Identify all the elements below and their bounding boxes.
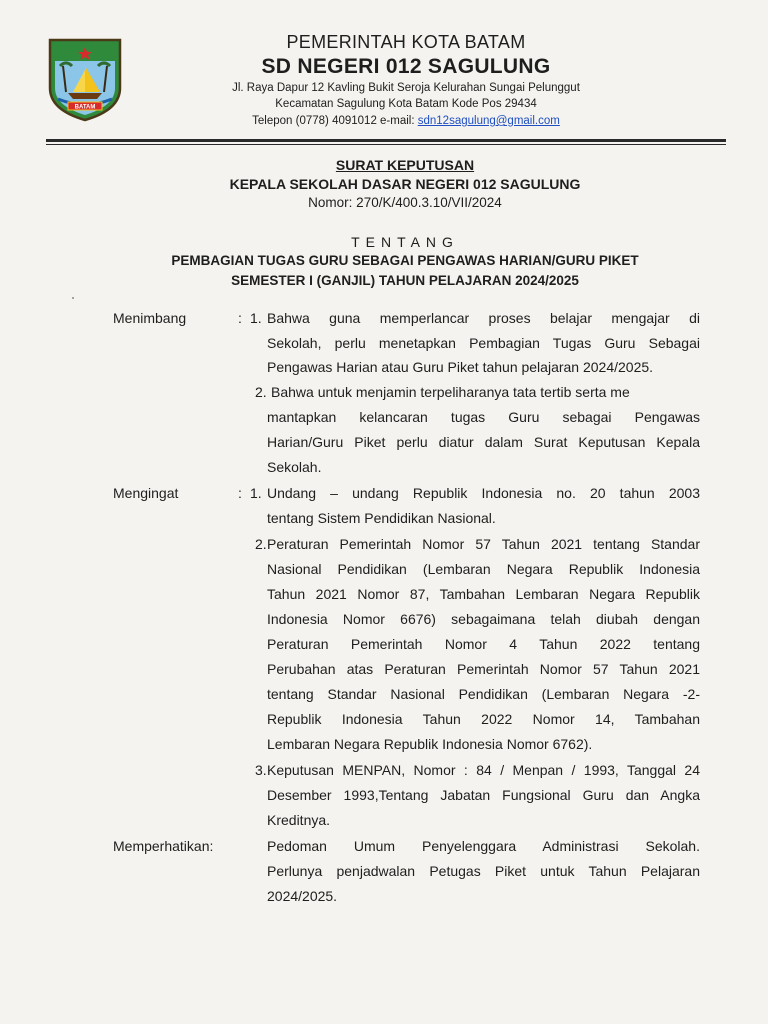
item-text-line: Kreditnya. (267, 812, 331, 828)
item-text-line: Peraturan Pemerintah Nomor 4 Tahun 2022 tentang (267, 636, 700, 652)
phone-text: Telepon (0778) 4091012 e-mail: (252, 115, 418, 127)
item-text-line: Nasional Pendidikan (Lembaran Negara Republik Indonesia (267, 561, 700, 577)
subject-line-2: SEMESTER I (GANJIL) TAHUN PELAJARAN 2024/2025 (231, 273, 579, 288)
item-number: 2. (255, 384, 267, 400)
batam-city-emblem (46, 36, 124, 122)
item-text-line: Pengawas Harian atau Guru Piket tahun pelajaran 2024/2025. (267, 359, 654, 375)
section-colon: : (238, 485, 242, 501)
item-text-line: Tahun 2021 Nomor 87, Tambahan Lembaran Negara Republik (267, 586, 700, 602)
about-heading: TENTANG (351, 234, 459, 250)
item-text-line: Harian/Guru Piket perlu diatur dalam Surat Keputusan Kepala (267, 434, 700, 450)
item-text-line: Indonesia Nomor 6676) sebagaimana telah diubah dengan (267, 611, 700, 627)
item-text-line: mantapkan kelancaran tugas Guru sebagai Pengawas (267, 409, 700, 425)
section-label-menimbang: Menimbang (113, 310, 187, 326)
letterhead-rule-thin (46, 144, 726, 145)
item-text-line: tentang Standar Nasional Pendidikan (Lembaran Negara -2- (267, 686, 700, 702)
email-link[interactable]: sdn12sagulung@gmail.com (417, 115, 560, 127)
document-type: SURAT KEPUTUSAN (335, 157, 475, 173)
letterhead-rule-thick (46, 139, 726, 142)
item-number: 1. (250, 485, 262, 501)
contact-line (170, 115, 642, 127)
item-text-line: Peraturan Pemerintah Nomor 57 Tahun 2021 tentang Standar (267, 536, 700, 552)
item-number: 3. (255, 762, 267, 778)
subject-line-1: PEMBAGIAN TUGAS GURU SEBAGAI PENGAWAS HARIAN/GURU PIKET (171, 253, 639, 268)
item-text-line: Perlunya penjadwalan Petugas Piket untuk Tahun Pelajaran (267, 863, 700, 879)
item-text-line: Lembaran Negara Republik Indonesia Nomor 6762). (267, 736, 593, 752)
item-text-line: Pedoman Umum Penyelenggara Administrasi Sekolah. (267, 838, 700, 854)
item-text-line: tentang Sistem Pendidikan Nasional. (267, 510, 496, 526)
item-number: 1. (250, 310, 262, 326)
document-number: Nomor: 270/K/400.3.10/VII/2024 (308, 195, 502, 210)
item-text-line: 2024/2025. (267, 888, 338, 904)
section-label-mengingat: Mengingat (113, 485, 179, 501)
address-line-2: Kecamatan Sagulung Kota Batam Kode Pos 29434 (275, 98, 537, 110)
item-text-line: Sekolah. (267, 459, 322, 475)
section-colon: : (238, 310, 242, 326)
item-text-line: Desember 1993,Tentang Jabatan Fungsional Guru dan Angka (267, 787, 700, 803)
item-text-line: Keputusan MENPAN, Nomor : 84 / Menpan / 1993, Tanggal 24 (267, 762, 700, 778)
item-number: 2. (255, 536, 267, 552)
scan-speck (72, 297, 74, 299)
emblem-label: BATAM (74, 104, 96, 111)
government-name: PEMERINTAH KOTA BATAM (286, 32, 526, 52)
school-name: SD NEGERI 012 SAGULUNG (261, 55, 551, 78)
item-text-line: Bahwa guna memperlancar proses belajar mengajar di (267, 310, 700, 326)
issuer: KEPALA SEKOLAH DASAR NEGERI 012 SAGULUNG (229, 176, 581, 192)
section-label-memperhatikan: Memperhatikan: (113, 838, 214, 854)
address-line-1: Jl. Raya Dapur 12 Kavling Bukit Seroja Kelurahan Sungai Pelunggut (232, 82, 580, 94)
item-text-line: Perubahan atas Peraturan Pemerintah Nomor 57 Tahun 2021 (267, 661, 700, 677)
item-text-line: Republik Indonesia Tahun 2022 Nomor 14, Tambahan (267, 711, 700, 727)
item-text-line: Bahwa untuk menjamin terpeliharanya tata tertib serta me (271, 384, 630, 400)
item-text-line: Undang – undang Republik Indonesia no. 20 tahun 2003 (267, 485, 700, 501)
item-text-line: Sekolah, perlu menetapkan Pembagian Tugas Guru Sebagai (267, 335, 700, 351)
